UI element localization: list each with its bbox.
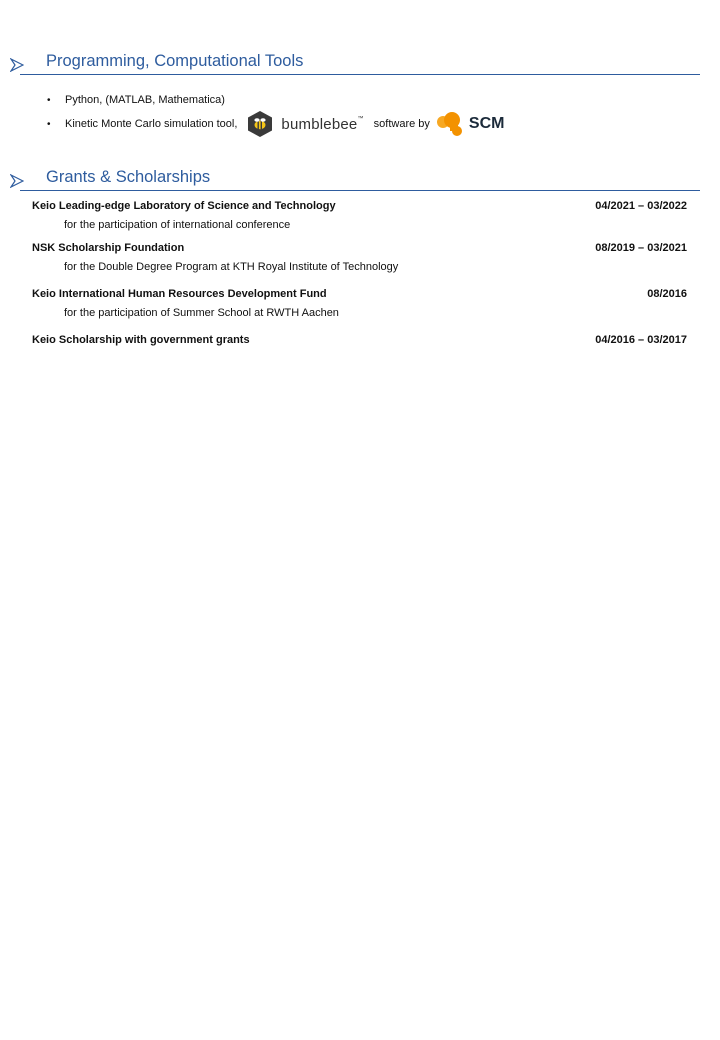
list-item-python bbox=[47, 93, 225, 107]
bumblebee-logo bbox=[247, 110, 363, 138]
list-item-text: Python, (MATLAB, Mathematica) bbox=[65, 94, 225, 106]
arrowhead-icon bbox=[10, 58, 24, 72]
list-item-kmc bbox=[47, 109, 504, 139]
grant-date: 04/2021 – 03/2022 bbox=[595, 200, 687, 212]
arrowhead-icon bbox=[10, 174, 24, 188]
grant-name: Keio International Human Resources Development Fund bbox=[32, 288, 327, 300]
section-title: Grants & Scholarships bbox=[46, 168, 211, 186]
grant-name: Keio Scholarship with government grants bbox=[32, 334, 250, 346]
grant-name: Keio Leading-edge Laboratory of Science and Technology bbox=[32, 200, 336, 212]
scm-logo bbox=[436, 111, 505, 137]
section-divider bbox=[20, 74, 700, 75]
bullet: • bbox=[47, 94, 51, 106]
bullet: • bbox=[47, 118, 51, 130]
scm-wordmark: SCM bbox=[468, 115, 505, 132]
grant-description: for the participation of Summer School at RWTH Aachen bbox=[64, 307, 339, 319]
bumblebee-wordmark: bumblebee™ bbox=[281, 115, 364, 133]
scm-blob-icon bbox=[436, 111, 466, 137]
grant-description: for the Double Degree Program at KTH Royal Institute of Technology bbox=[64, 261, 399, 273]
grant-name: NSK Scholarship Foundation bbox=[32, 242, 185, 254]
list-item-text: Kinetic Monte Carlo simulation tool, bbox=[65, 118, 238, 130]
grant-date: 04/2016 – 03/2017 bbox=[595, 334, 687, 346]
section-divider bbox=[20, 190, 700, 191]
grant-description: for the participation of international conference bbox=[64, 219, 291, 231]
bee-icon bbox=[247, 110, 273, 138]
section-title: Programming, Computational Tools bbox=[46, 52, 304, 70]
grant-date: 08/2019 – 03/2021 bbox=[595, 242, 687, 254]
software-by-text: software by bbox=[373, 118, 430, 130]
grant-date: 08/2016 bbox=[647, 288, 687, 300]
